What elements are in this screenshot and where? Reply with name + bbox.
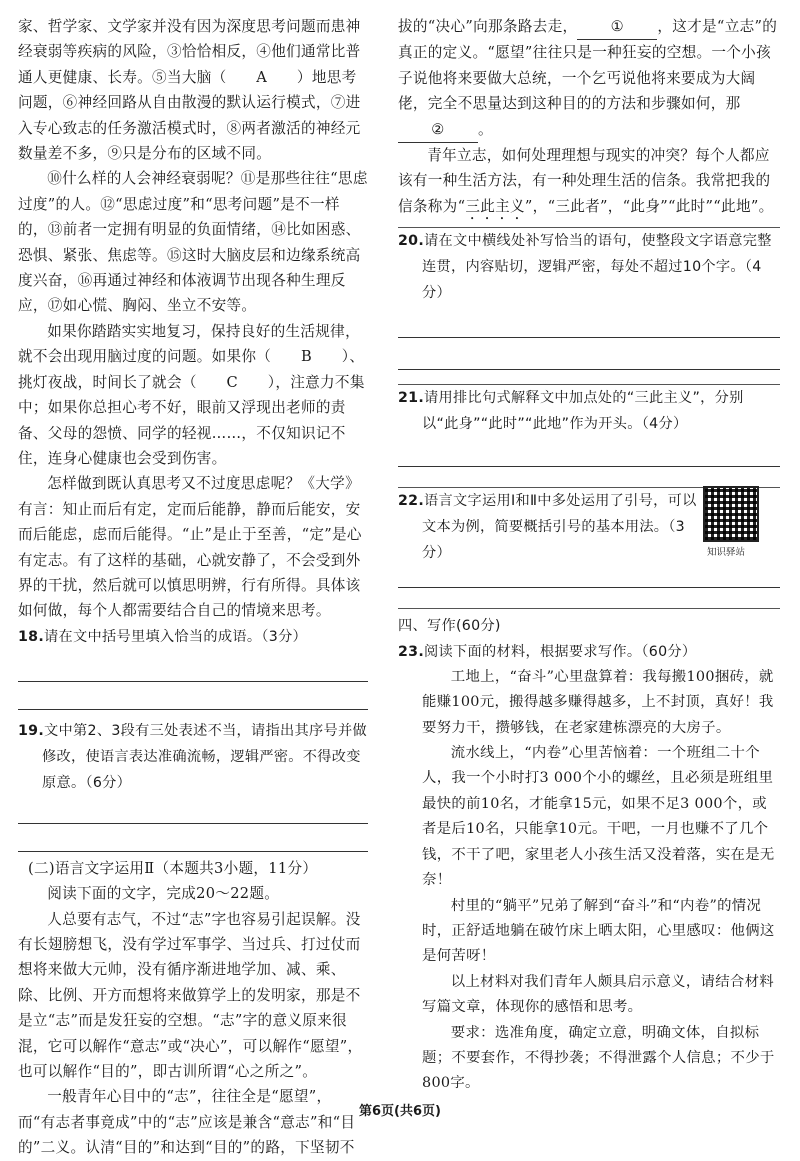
question-number: 18. (18, 628, 45, 645)
divider (398, 608, 780, 609)
material-paragraph-1: 工地上，“奋斗”心里盘算着：我每搬100捆砖，就能赚100元，搬得越多赚得越多，上不封顶，真好！我要努力干，攒够钱，在老家建栋漂亮的大房子。 (422, 668, 774, 736)
text-run: 。 (478, 120, 493, 138)
text-run: 拔的“决心”向那条路去走， (398, 18, 578, 35)
question-19 (18, 718, 368, 796)
writing-material (398, 665, 780, 1097)
passage-paragraph-6-continued (398, 14, 780, 143)
question-number: 22. (398, 492, 425, 509)
material-paragraph-5: 要求：选准角度，确定立意，明确文体，自拟标题；不要套作，不得抄袭；不得泄露个人信息；不少于800字。 (422, 1024, 775, 1092)
question-text: 阅读下面的材料，根据要求写作。（60分） (424, 643, 697, 660)
question-text: 文中第2、3段有三处表述不当，请指出其序号并做修改，使语言表达准确流畅，逻辑严密。不得改变原意。（6分） (42, 722, 367, 791)
qr-code[interactable] (703, 486, 759, 542)
question-number: 21. (398, 389, 425, 406)
material-paragraph-2: 流水线上，“内卷”心里苦恼着：一个班组二十个人，我一个小时打3 000个小的螺丝，且必须是班组里最快的前10名，才能拿15元，如果不足3 000个，或者是后10名，只能拿10元。干吧，一月也赚不了几个钱，不干了吧，家里老人小孩生活又没着落，实在是无奈！ (422, 745, 775, 889)
section-2-title: (二)语言文字运用Ⅱ（本题共3小题，11分） (28, 859, 318, 877)
material-paragraph-3: 村里的“躺平”兄弟了解到“奋斗”和“内卷”的情况时，正舒适地躺在破竹床上晒太阳，心里感叹：他俩这是何苦呀！ (422, 897, 775, 965)
text-run: ”，“三此者”，“此身”“此时”“此地”。 (524, 197, 774, 215)
page-footer: 第6页(共6页) (359, 1104, 441, 1119)
blank-2[interactable]: ② (398, 117, 478, 143)
question-text: 请在文中括号里填入恰当的成语。（3分） (44, 628, 308, 645)
passage-paragraph-1: 家、哲学家、文学家并没有因为深度思考问题而患神经衰弱等疾病的风险，③恰恰相反，④他们通常比普通人更健康、长寿。⑤当大脑（ A ）地思考问题，⑥神经回路从自由散漫的默认运行模式，⑦进入专心致志的任务激活模式时，⑧两者激活的神经元数量差不多，⑨只是分布的区域不同。 (18, 18, 361, 163)
passage-paragraph-4: 怎样做到既认真思考又不过度思虑呢？《大学》有言：知止而后有定，定而后能静，静而后能安，安而后能虑，虑而后能得。“止”是止于至善，“定”是心有定志。有了这样的基础，心就安静了，不会受到外界的干扰，然后就可以慎思明辨，行有所得。具体该如何做，每个人都需要结合自己的情境来思考。 (18, 475, 362, 620)
section-4-title: 四、写作(60分) (398, 617, 501, 634)
question-22 (398, 488, 700, 566)
question-text: 请用排比句式解释文中加点处的“三此主义”，分别以“此身”“此时”“此地”作为开头。（4分） (422, 389, 744, 432)
section-2-intro: 阅读下面的文字，完成20～22题。 (47, 885, 280, 903)
question-23 (398, 639, 780, 665)
left-column (18, 14, 368, 1161)
text-run: ，这才是“立志”的真正的定义。“愿望”往往只是一种狂妄的空想。一个小孩子说他将来要做大总统，一个乞丐说他将来要成为大阔佬，完全不思量达到这种目的的方法和步骤如何，那 (398, 18, 778, 113)
question-text: 语言文字运用Ⅰ和Ⅱ中多处运用了引号，可以文本为例，简要概括引号的基本用法。（3分） (422, 492, 697, 561)
passage-paragraph-5: 人总要有志气，不过“志”字也容易引起误解。没有长翅膀想飞，没有学过军事学、当过兵、打过仗而想将来做大元帅，没有循序渐进地学加、减、乘、除、比例、开方而想将来做算学上的发明家，那是不是立“志”而是发狂妄的空想。“志”字的意义原来很混，它可以解作“意志”或“决心”，可以解作“愿望”，也可以解作“目的”，即古训所谓“心之所之”。 (18, 910, 363, 1080)
blank-1[interactable]: ① (577, 14, 657, 40)
question-number: 19. (18, 722, 45, 739)
question-number: 20. (398, 232, 425, 249)
passage-paragraph-2: ⑩什么样的人会神经衰弱呢？⑪是那些往往“思虑过度”的人。⑫“思虑过度”和“思考问题”是不一样的，⑬前者一定拥有明显的负面情绪，⑭比如困惑、恐惧、紧张、焦虑等。⑮这时大脑皮层和边缘系统高度兴奋，⑯再通过神经和体液调节出现各种生理反应，⑰如心慌、胸闷、坐立不安等。 (18, 170, 368, 315)
passage-paragraph-3: 如果你踏踏实实地复习，保持良好的生活规律，就不会出现用脑过度的问题。如果你（ B ）、挑灯夜战，时间长了就会（ C ），注意力不集中；如果你总担心考不好，眼前又浮现出老师的责备、父母的怨愤、同学的轻视……，不仅知识记不住，连身心健康也会受到伤害。 (18, 322, 365, 467)
question-number: 23. (398, 643, 425, 660)
material-paragraph-4: 以上材料对我们青年人颇具启示意义，请结合材料写篇文章，体现你的感悟和思考。 (422, 973, 774, 1016)
question-text: 请在文中横线处补写恰当的语句，使整段文字语意完整连贯，内容贴切，逻辑严密，每处不超过10个字。（4分） (422, 232, 772, 301)
qr-label: 知识驿站 (707, 547, 746, 558)
passage-paragraph-6: 一般青年心目中的“志”，往往全是“愿望”，而“有志者事竟成”中的“志”应该是兼含“意志”和“目的”二义。认清“目的”和达到“目的”的路，下坚韧不 (18, 1088, 356, 1157)
question-18 (18, 624, 368, 650)
question-20 (398, 228, 780, 306)
text-run: 青年立志，如何处理理想与现实的冲突？每个人都应该有一种生活方法，有一种处理生活的信条。我常把我的信条称为“ (398, 147, 771, 215)
dotted-term: 三此主义 (465, 197, 525, 215)
question-21 (398, 385, 780, 437)
passage-paragraph-7 (398, 143, 780, 223)
